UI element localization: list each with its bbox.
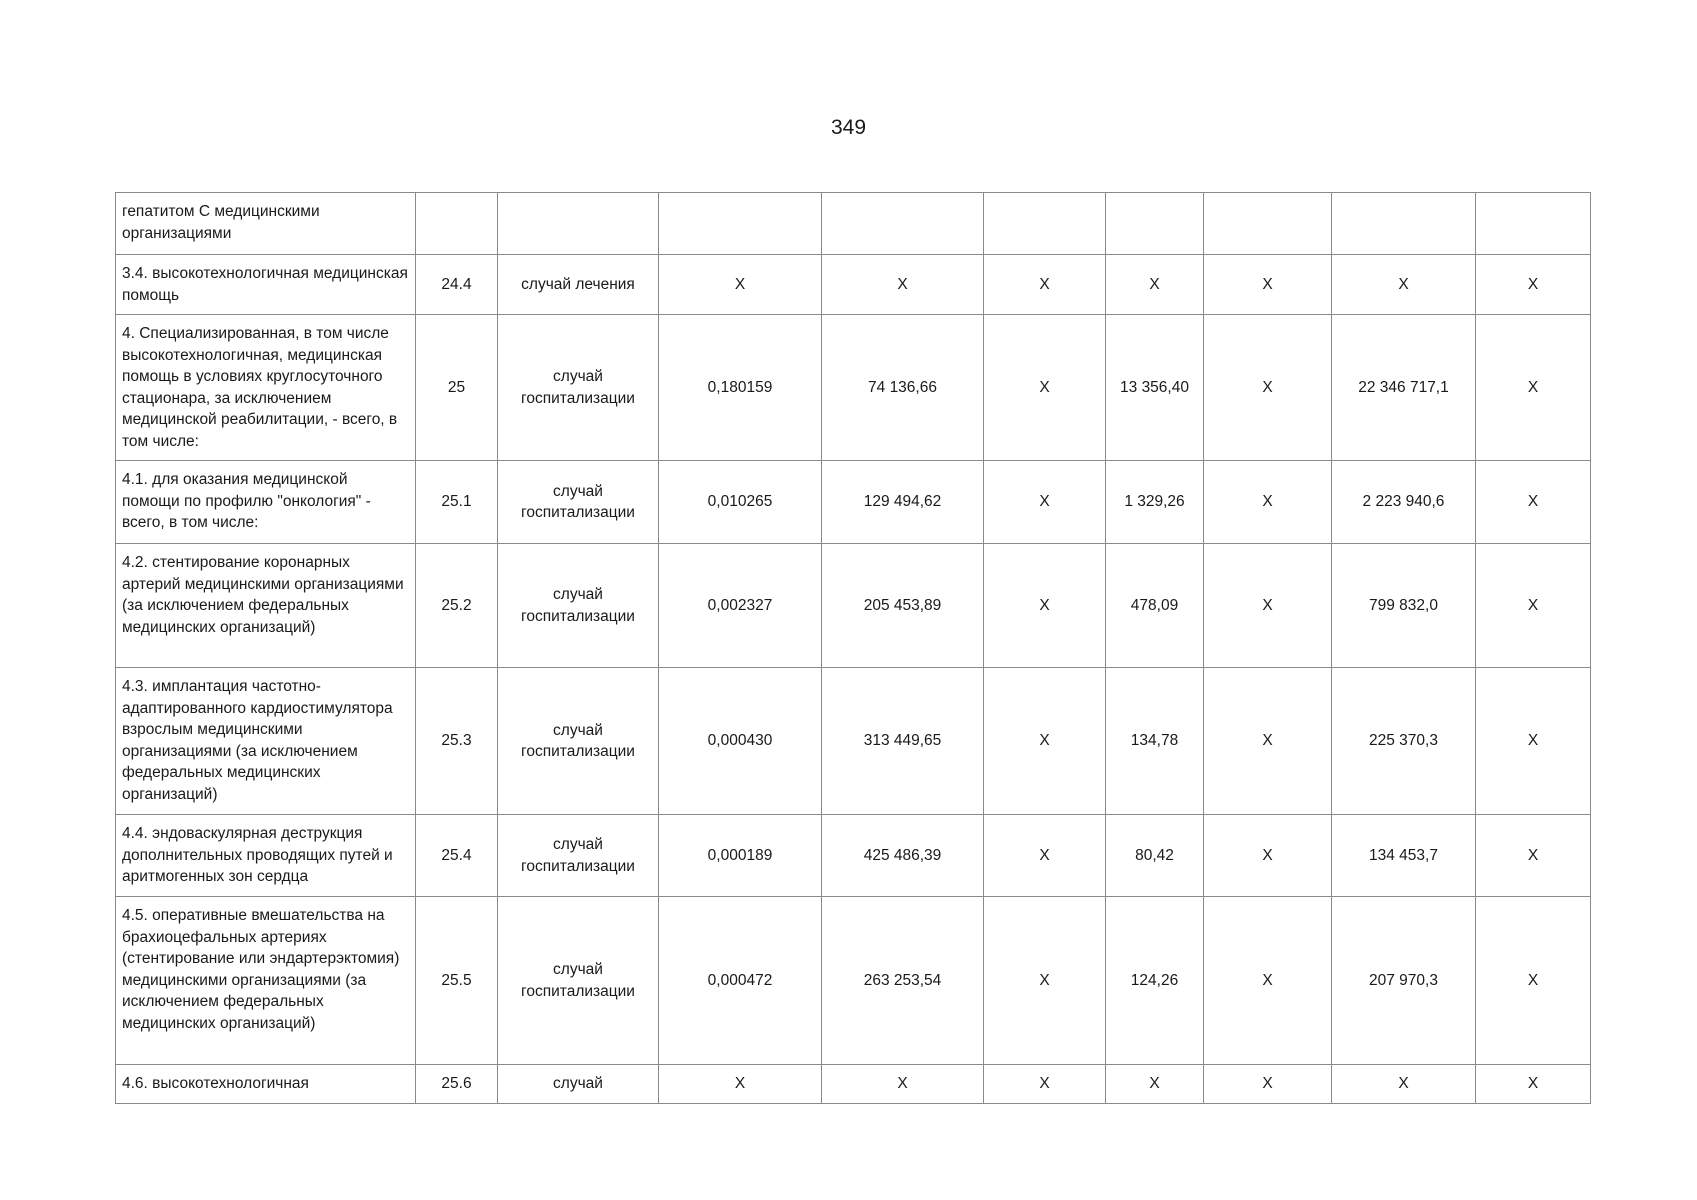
table-cell: Х (1476, 255, 1591, 315)
table-row (116, 315, 1591, 461)
table-cell: Х (984, 315, 1106, 461)
table-cell: Х (984, 815, 1106, 897)
row-name-cell: 4.5. оперативные вмешательства на брахиоцефальных артериях (стентирование или эндартерэктомия) медицинскими организациями (за исключением федеральных медицинских организаций) (116, 897, 416, 1065)
table-cell: 313 449,65 (822, 668, 984, 815)
row-name-cell: гепатитом С медицинскими организациями (116, 193, 416, 255)
table-cell: Х (659, 255, 822, 315)
table-cell: 205 453,89 (822, 544, 984, 668)
table-cell: Х (1476, 1065, 1591, 1104)
table-cell: Х (822, 255, 984, 315)
table-cell: Х (1106, 1065, 1204, 1104)
table-cell: 0,180159 (659, 315, 822, 461)
table-cell: 0,002327 (659, 544, 822, 668)
row-code-cell: 25 (416, 315, 498, 461)
table-cell: Х (984, 1065, 1106, 1104)
table-row (116, 544, 1591, 668)
table-row (116, 255, 1591, 315)
table-cell (822, 193, 984, 255)
table-cell: Х (1204, 1065, 1332, 1104)
table-cell: Х (1476, 815, 1591, 897)
table-cell: Х (1332, 1065, 1476, 1104)
table-cell: 0,000472 (659, 897, 822, 1065)
table-cell: 0,010265 (659, 461, 822, 544)
row-unit-cell: случай госпитализации (498, 668, 659, 815)
table-cell: Х (1204, 315, 1332, 461)
table-cell: Х (1476, 315, 1591, 461)
row-code-cell: 25.5 (416, 897, 498, 1065)
table-cell: 0,000189 (659, 815, 822, 897)
table-cell: Х (984, 668, 1106, 815)
row-name-cell: 3.4. высокотехнологичная медицинская помощь (116, 255, 416, 315)
table-cell: Х (1204, 255, 1332, 315)
row-unit-cell: случай (498, 1065, 659, 1104)
table-cell: 425 486,39 (822, 815, 984, 897)
table-cell (1476, 193, 1591, 255)
table-cell: Х (984, 544, 1106, 668)
table-cell (1204, 193, 1332, 255)
table-cell: 207 970,3 (1332, 897, 1476, 1065)
table-cell: 124,26 (1106, 897, 1204, 1065)
table-cell: Х (1204, 544, 1332, 668)
page-number: 349 (830, 116, 867, 139)
table-row (116, 815, 1591, 897)
table-cell (984, 193, 1106, 255)
table-cell: Х (822, 1065, 984, 1104)
table-cell: Х (1204, 461, 1332, 544)
table-cell: 263 253,54 (822, 897, 984, 1065)
row-unit-cell: случай госпитализации (498, 315, 659, 461)
table-cell: Х (1476, 897, 1591, 1065)
table-cell: Х (1204, 815, 1332, 897)
table-row (116, 897, 1591, 1065)
row-name-cell: 4.3. имплантация частотно-адаптированного кардиостимулятора взрослым медицинскими организациями (за исключением федеральных медицинских организаций) (116, 668, 416, 815)
table-row (116, 1065, 1591, 1104)
row-code-cell (416, 193, 498, 255)
row-code-cell: 25.4 (416, 815, 498, 897)
table-cell: 13 356,40 (1106, 315, 1204, 461)
row-name-cell: 4.6. высокотехнологичная (116, 1065, 416, 1104)
table-cell: 225 370,3 (1332, 668, 1476, 815)
table-cell: Х (984, 897, 1106, 1065)
table-cell: Х (1332, 255, 1476, 315)
row-code-cell: 25.6 (416, 1065, 498, 1104)
table-cell: Х (1204, 897, 1332, 1065)
table-cell (659, 193, 822, 255)
row-name-cell: 4. Специализированная, в том числе высокотехнологичная, медицинская помощь в условиях круглосуточного стационара, за исключением медицинской реабилитации, - всего, в том числе: (116, 315, 416, 461)
table-cell: 74 136,66 (822, 315, 984, 461)
table-cell: 1 329,26 (1106, 461, 1204, 544)
table-cell: Х (984, 255, 1106, 315)
row-unit-cell: случай госпитализации (498, 544, 659, 668)
table-cell: Х (1476, 461, 1591, 544)
row-unit-cell: случай лечения (498, 255, 659, 315)
row-code-cell: 24.4 (416, 255, 498, 315)
table-row (116, 193, 1591, 255)
row-unit-cell: случай госпитализации (498, 815, 659, 897)
table-cell: Х (1106, 255, 1204, 315)
row-unit-cell: случай госпитализации (498, 897, 659, 1065)
table-cell (1332, 193, 1476, 255)
row-code-cell: 25.3 (416, 668, 498, 815)
table-row (116, 668, 1591, 815)
row-unit-cell: случай госпитализации (498, 461, 659, 544)
table-cell: 0,000430 (659, 668, 822, 815)
row-code-cell: 25.1 (416, 461, 498, 544)
table-cell: Х (1476, 668, 1591, 815)
row-unit-cell (498, 193, 659, 255)
table-cell: 80,42 (1106, 815, 1204, 897)
table-cell: 2 223 940,6 (1332, 461, 1476, 544)
table-cell: 134,78 (1106, 668, 1204, 815)
table-row (116, 461, 1591, 544)
data-table (115, 192, 1591, 1104)
table-cell: 478,09 (1106, 544, 1204, 668)
table-cell: 129 494,62 (822, 461, 984, 544)
row-name-cell: 4.4. эндоваскулярная деструкция дополнительных проводящих путей и аритмогенных зон сердца (116, 815, 416, 897)
row-name-cell: 4.1. для оказания медицинской помощи по профилю "онкология" - всего, в том числе: (116, 461, 416, 544)
table-cell: Х (659, 1065, 822, 1104)
table-cell: 799 832,0 (1332, 544, 1476, 668)
row-code-cell: 25.2 (416, 544, 498, 668)
table-cell (1106, 193, 1204, 255)
row-name-cell: 4.2. стентирование коронарных артерий медицинскими организациями (за исключением федеральных медицинских организаций) (116, 544, 416, 668)
table-cell: 22 346 717,1 (1332, 315, 1476, 461)
table-cell: Х (1204, 668, 1332, 815)
table-cell: Х (1476, 544, 1591, 668)
table-cell: 134 453,7 (1332, 815, 1476, 897)
table-cell: Х (984, 461, 1106, 544)
